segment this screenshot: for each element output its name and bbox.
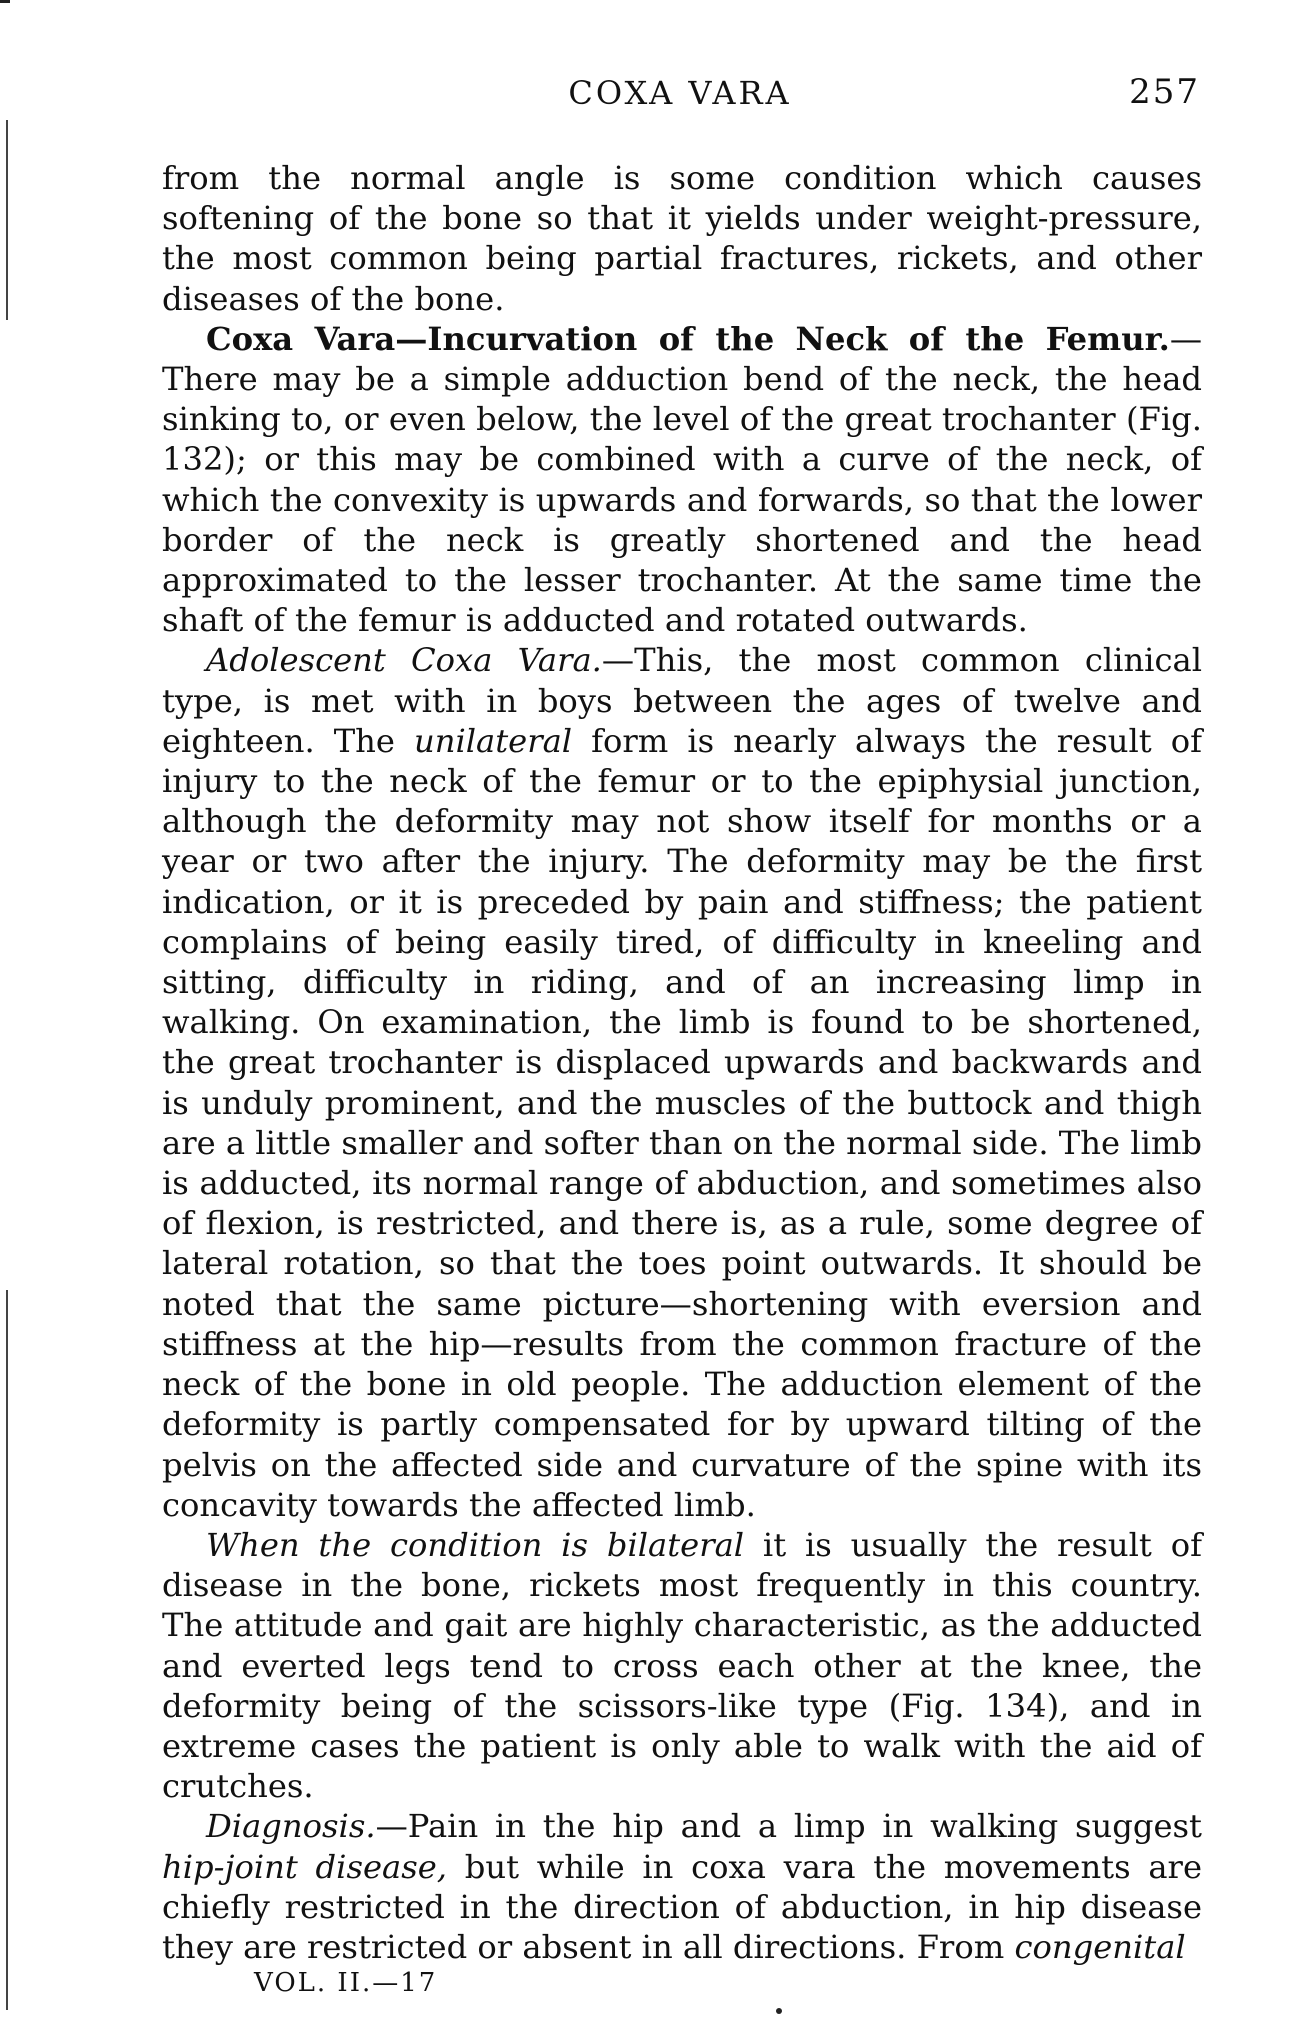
paragraph-1 [162,158,1202,319]
paragraph-5 [162,1806,1202,1967]
subheading-diagnosis: Diagnosis. [206,1807,376,1846]
emphasis-congenital: congenital [1014,1927,1186,1966]
section-heading-coxa-vara: Coxa Vara—Incurvation of the Neck of the Femur. [206,319,1170,358]
paragraph-3-text-a: —This, the most common clinical type, is met with in boys between the ages of twelve and eighteen. The [162,641,1202,760]
paragraph-4-text: it is usually the result of disease in the bone, rickets most frequently in this country. The attitude and gait are highly characteristic, as the adducted and everted legs tend to cross each other at the knee, the deformity being of the scissors-like type (Fig. 134), and in extreme cases the patient is only able to walk with the aid of crutches. [162,1525,1202,1806]
emphasis-hip-joint-disease: hip-joint disease, [162,1847,448,1886]
body-text [162,158,1202,1967]
running-title: COXA VARA [568,74,792,112]
scan-dot [776,2008,782,2014]
paragraph-3-text-b: form is nearly always the result of injury to the neck of the femur or to the epiphysial junction, although the deformity may not show itself for months or a year or two after the injury. The deformity may be the first indication, or it is preceded by pain and stiffness; the patient complains of being easily tired, of difficulty in kneeling and sitting, difficulty in riding, and of an increasing limp in walking. On examination, the limb is found to be shortened, the great trochanter is displaced upwards and backwards and is unduly prominent, and the muscles of the buttock and thigh are a little smaller and softer than on the normal side. The limb is adducted, its normal range of abduction, and sometimes also of flexion, is restricted, and there is, as a rule, some degree of lateral rotation, so that the toes point outwards. It should be noted that the same picture—shortening with eversion and stiffness at the hip—results from the common fracture of the neck of the bone in old people. The adduction element of the deformity is partly compensated for by upward tilting of the pelvis on the affected side and curvature of the spine with its concavity towards the affected limb. [162,721,1202,1524]
emphasis-unilateral: unilateral [413,721,573,760]
page-number: 257 [1129,72,1200,112]
corner-scan-mark [0,0,10,3]
paragraph-4 [162,1525,1202,1806]
paragraph-3 [162,640,1202,1524]
volume-signature: VOL. II.—17 [254,1968,438,1998]
paragraph-5-text-a: —Pain in the hip and a limp in walking suggest [375,1807,1202,1846]
margin-scan-line [6,120,8,320]
paragraph-5-text-b: but while in coxa vara the movements are chiefly restricted in the direction of abduction, in hip disease they are restricted or absent in all directions. From [162,1847,1202,1966]
paragraph-2-text: —There may be a simple adduction bend of the neck, the head sinking to, or even below, the level of the great trochanter (Fig. 132); or this may be combined with a curve of the neck, of which the convexity is upwards and forwards, so that the lower border of the neck is greatly shortened and the head approximated to the lesser trochanter. At the same time the shaft of the femur is adducted and rotated outwards. [162,319,1202,640]
running-head [160,70,1200,120]
paragraph-2 [162,319,1202,641]
subheading-adolescent-coxa-vara: Adolescent Coxa Vara. [206,641,602,680]
margin-scan-line [6,1290,8,2010]
paragraph-1-text: from the normal angle is some condition which causes softening of the bone so that it yields under weight-pressure, the most common being partial fractures, rickets, and other diseases of the bone. [162,159,1202,318]
subheading-bilateral: When the condition is bilateral [206,1525,745,1564]
